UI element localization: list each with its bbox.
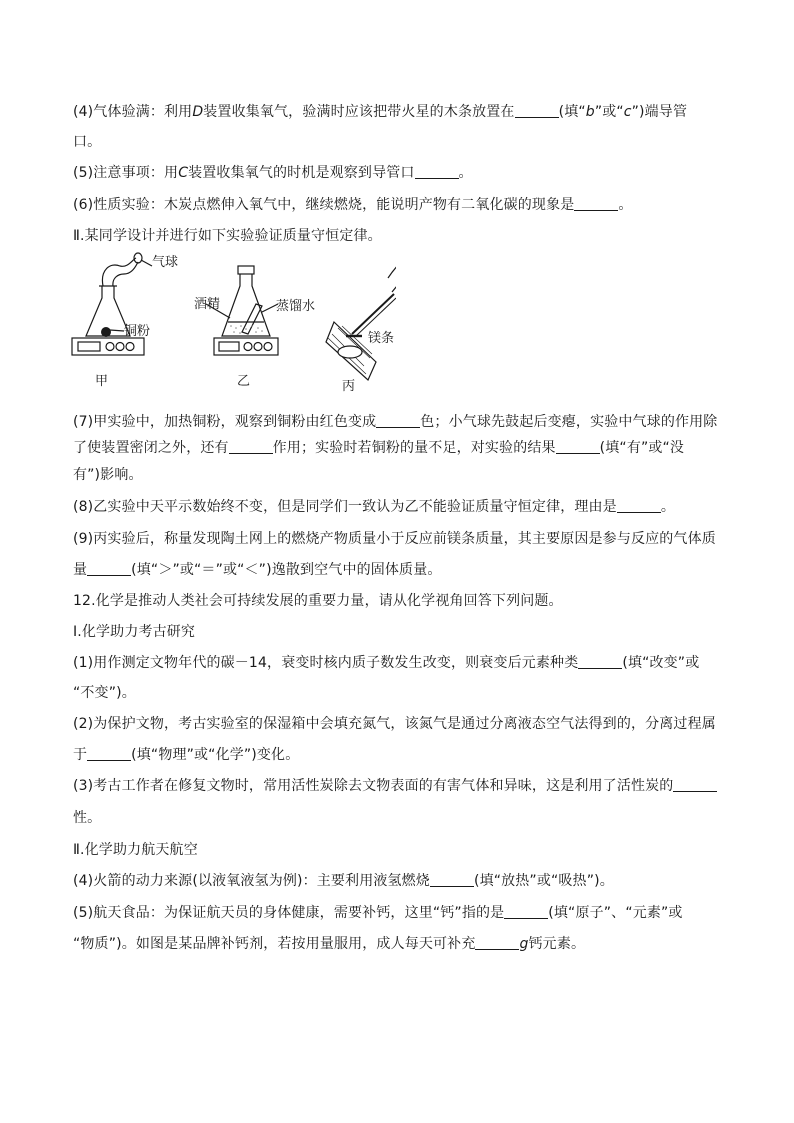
hand <box>388 254 396 292</box>
test-tube <box>242 304 262 334</box>
tongs <box>352 294 394 334</box>
text: 。 <box>660 499 675 515</box>
text: Ⅰ.化学助力考古研究 <box>73 624 196 640</box>
text: 有”)影响。 <box>73 467 143 483</box>
text: (1)用作测定文物年代的碳－14，衰变时核内质子数发生改变，则衰变后元素种类 <box>73 655 579 671</box>
section-1-heading <box>73 624 195 640</box>
text: “物质”)。如图是某品牌补钙剂，若按用量服用，成人每天可补充 <box>73 936 476 952</box>
text: g <box>519 936 529 952</box>
part-ii-heading <box>73 228 382 244</box>
text: (4)气体验满：利用 <box>73 104 193 120</box>
q7-line1 <box>73 414 717 430</box>
text: (9)丙实验后，称量发现陶土网上的燃烧产物质量小于反应前镁条质量，其主要原因是参与反应的气体质 <box>73 531 716 547</box>
q9-line2 <box>73 562 442 578</box>
label-copper: 铜粉 <box>124 324 151 339</box>
burn-area <box>338 346 362 358</box>
q4-line2 <box>73 134 101 150</box>
q6-line <box>73 197 633 213</box>
text: “不变”)。 <box>73 685 136 701</box>
text: (填“放热”或“吸热”)。 <box>473 873 614 889</box>
text: (8)乙实验中天平示数始终不变，但是同学们一致认为乙不能验证质量守恒定律，理由是 <box>73 499 617 515</box>
text: (填“＞”或“＝”或“＜”)逸散到空气中的固体质量。 <box>131 562 442 578</box>
answer-blank[interactable] <box>574 197 618 211</box>
text: (填“原子”、“元素”或 <box>548 905 683 921</box>
text: b <box>585 104 595 120</box>
question-12 <box>73 593 563 609</box>
text: 钙元素。 <box>528 936 586 952</box>
answer-blank[interactable] <box>87 562 131 576</box>
s2-line1 <box>73 716 716 732</box>
s3-line2 <box>73 810 101 826</box>
answer-blank[interactable] <box>415 165 459 179</box>
text: 装置收集氧气，验满时应该把带火星的木条放置在 <box>203 104 515 120</box>
balance-yi <box>214 338 278 355</box>
text: (填“有”或“没 <box>599 440 685 456</box>
answer-blank[interactable] <box>515 104 559 118</box>
experiment-figure <box>66 252 396 397</box>
s5-line1 <box>73 905 683 921</box>
s5-line2 <box>73 936 585 952</box>
label-mg: 镁条 <box>368 331 395 346</box>
s4-line <box>73 873 614 889</box>
answer-blank[interactable] <box>87 747 131 761</box>
experiment-illustration <box>66 252 396 397</box>
q7-line2 <box>73 440 684 456</box>
text: (5)航天食品：为保证航天员的身体健康，需要补钙，这里“钙”指的是 <box>73 905 505 921</box>
text: 性。 <box>73 810 102 826</box>
text: 。 <box>458 165 473 181</box>
text: (填“ <box>558 104 586 120</box>
label-balloon: 气球 <box>152 255 179 270</box>
answer-blank[interactable] <box>376 414 420 428</box>
copper-powder <box>101 327 111 337</box>
text: 口。 <box>73 134 102 150</box>
text: ”)端导管 <box>631 104 688 120</box>
setup-jia <box>72 253 152 355</box>
answer-blank[interactable] <box>430 873 474 887</box>
text: 量 <box>73 562 88 578</box>
text: (填“改变”或 <box>622 655 700 671</box>
text: (7)甲实验中，加热铜粉，观察到铜粉由红色变成 <box>73 414 377 430</box>
text: 于 <box>73 747 88 763</box>
s1-line1 <box>73 655 699 671</box>
text: (3)考古工作者在修复文物时，常用活性炭除去文物表面的有害气体和异味，这是利用了活性炭的 <box>73 778 674 794</box>
setup-bing <box>326 254 396 380</box>
q8-line <box>73 499 675 515</box>
q5-line <box>73 165 473 181</box>
text: Ⅱ.化学助力航天航空 <box>73 842 198 858</box>
s2-line2 <box>73 747 299 763</box>
text: (填“物理”或“化学”)变化。 <box>131 747 300 763</box>
label-alcohol: 酒精 <box>194 297 221 312</box>
q4-line1 <box>73 104 687 120</box>
answer-blank[interactable] <box>229 440 273 454</box>
answer-blank[interactable] <box>475 936 519 950</box>
label-yi: 乙 <box>237 374 251 389</box>
s3-line1 <box>73 778 717 794</box>
text: 了使装置密闭之外，还有 <box>73 440 229 456</box>
answer-blank[interactable] <box>578 655 622 669</box>
liquid-dots <box>230 325 263 334</box>
text: (2)为保护文物，考古实验室的保湿箱中会填充氮气，该氮气是通过分离液态空气法得到的，分离过程属 <box>73 716 716 732</box>
label-jia: 甲 <box>95 374 109 389</box>
label-bing: 丙 <box>342 379 356 394</box>
q9-line1 <box>73 531 716 547</box>
flask-yi <box>222 274 270 336</box>
text: 。 <box>618 197 633 213</box>
section-2-heading <box>73 842 198 858</box>
text: D <box>192 104 204 120</box>
text: ”或“ <box>594 104 624 120</box>
label-water: 蒸馏水 <box>276 299 316 314</box>
text: (5)注意事项：用 <box>73 165 179 181</box>
answer-blank[interactable] <box>504 905 548 919</box>
text: c <box>623 104 632 120</box>
answer-blank[interactable] <box>673 778 717 792</box>
s1-line2 <box>73 685 136 701</box>
text: 色；小气球先鼓起后变瘪，实验中气球的作用除 <box>420 414 718 430</box>
text: Ⅱ.某同学设计并进行如下实验验证质量守恒定律。 <box>73 228 382 244</box>
text: (4)火箭的动力来源(以液氧液氢为例)：主要利用液氢燃烧 <box>73 873 430 889</box>
answer-blank[interactable] <box>556 440 600 454</box>
text: 装置收集氧气的时机是观察到导管口 <box>188 165 415 181</box>
balance-jia <box>72 338 144 355</box>
text: 12.化学是推动人类社会可持续发展的重要力量，请从化学视角回答下列问题。 <box>73 593 563 609</box>
text: (6)性质实验：木炭点燃伸入氧气中，继续燃烧，能说明产物有二氧化碳的现象是 <box>73 197 575 213</box>
stopper <box>238 266 254 274</box>
text: C <box>178 165 189 181</box>
q7-line3 <box>73 467 143 483</box>
text: 作用；实验时若铜粉的量不足，对实验的结果 <box>272 440 556 456</box>
answer-blank[interactable] <box>617 499 661 513</box>
